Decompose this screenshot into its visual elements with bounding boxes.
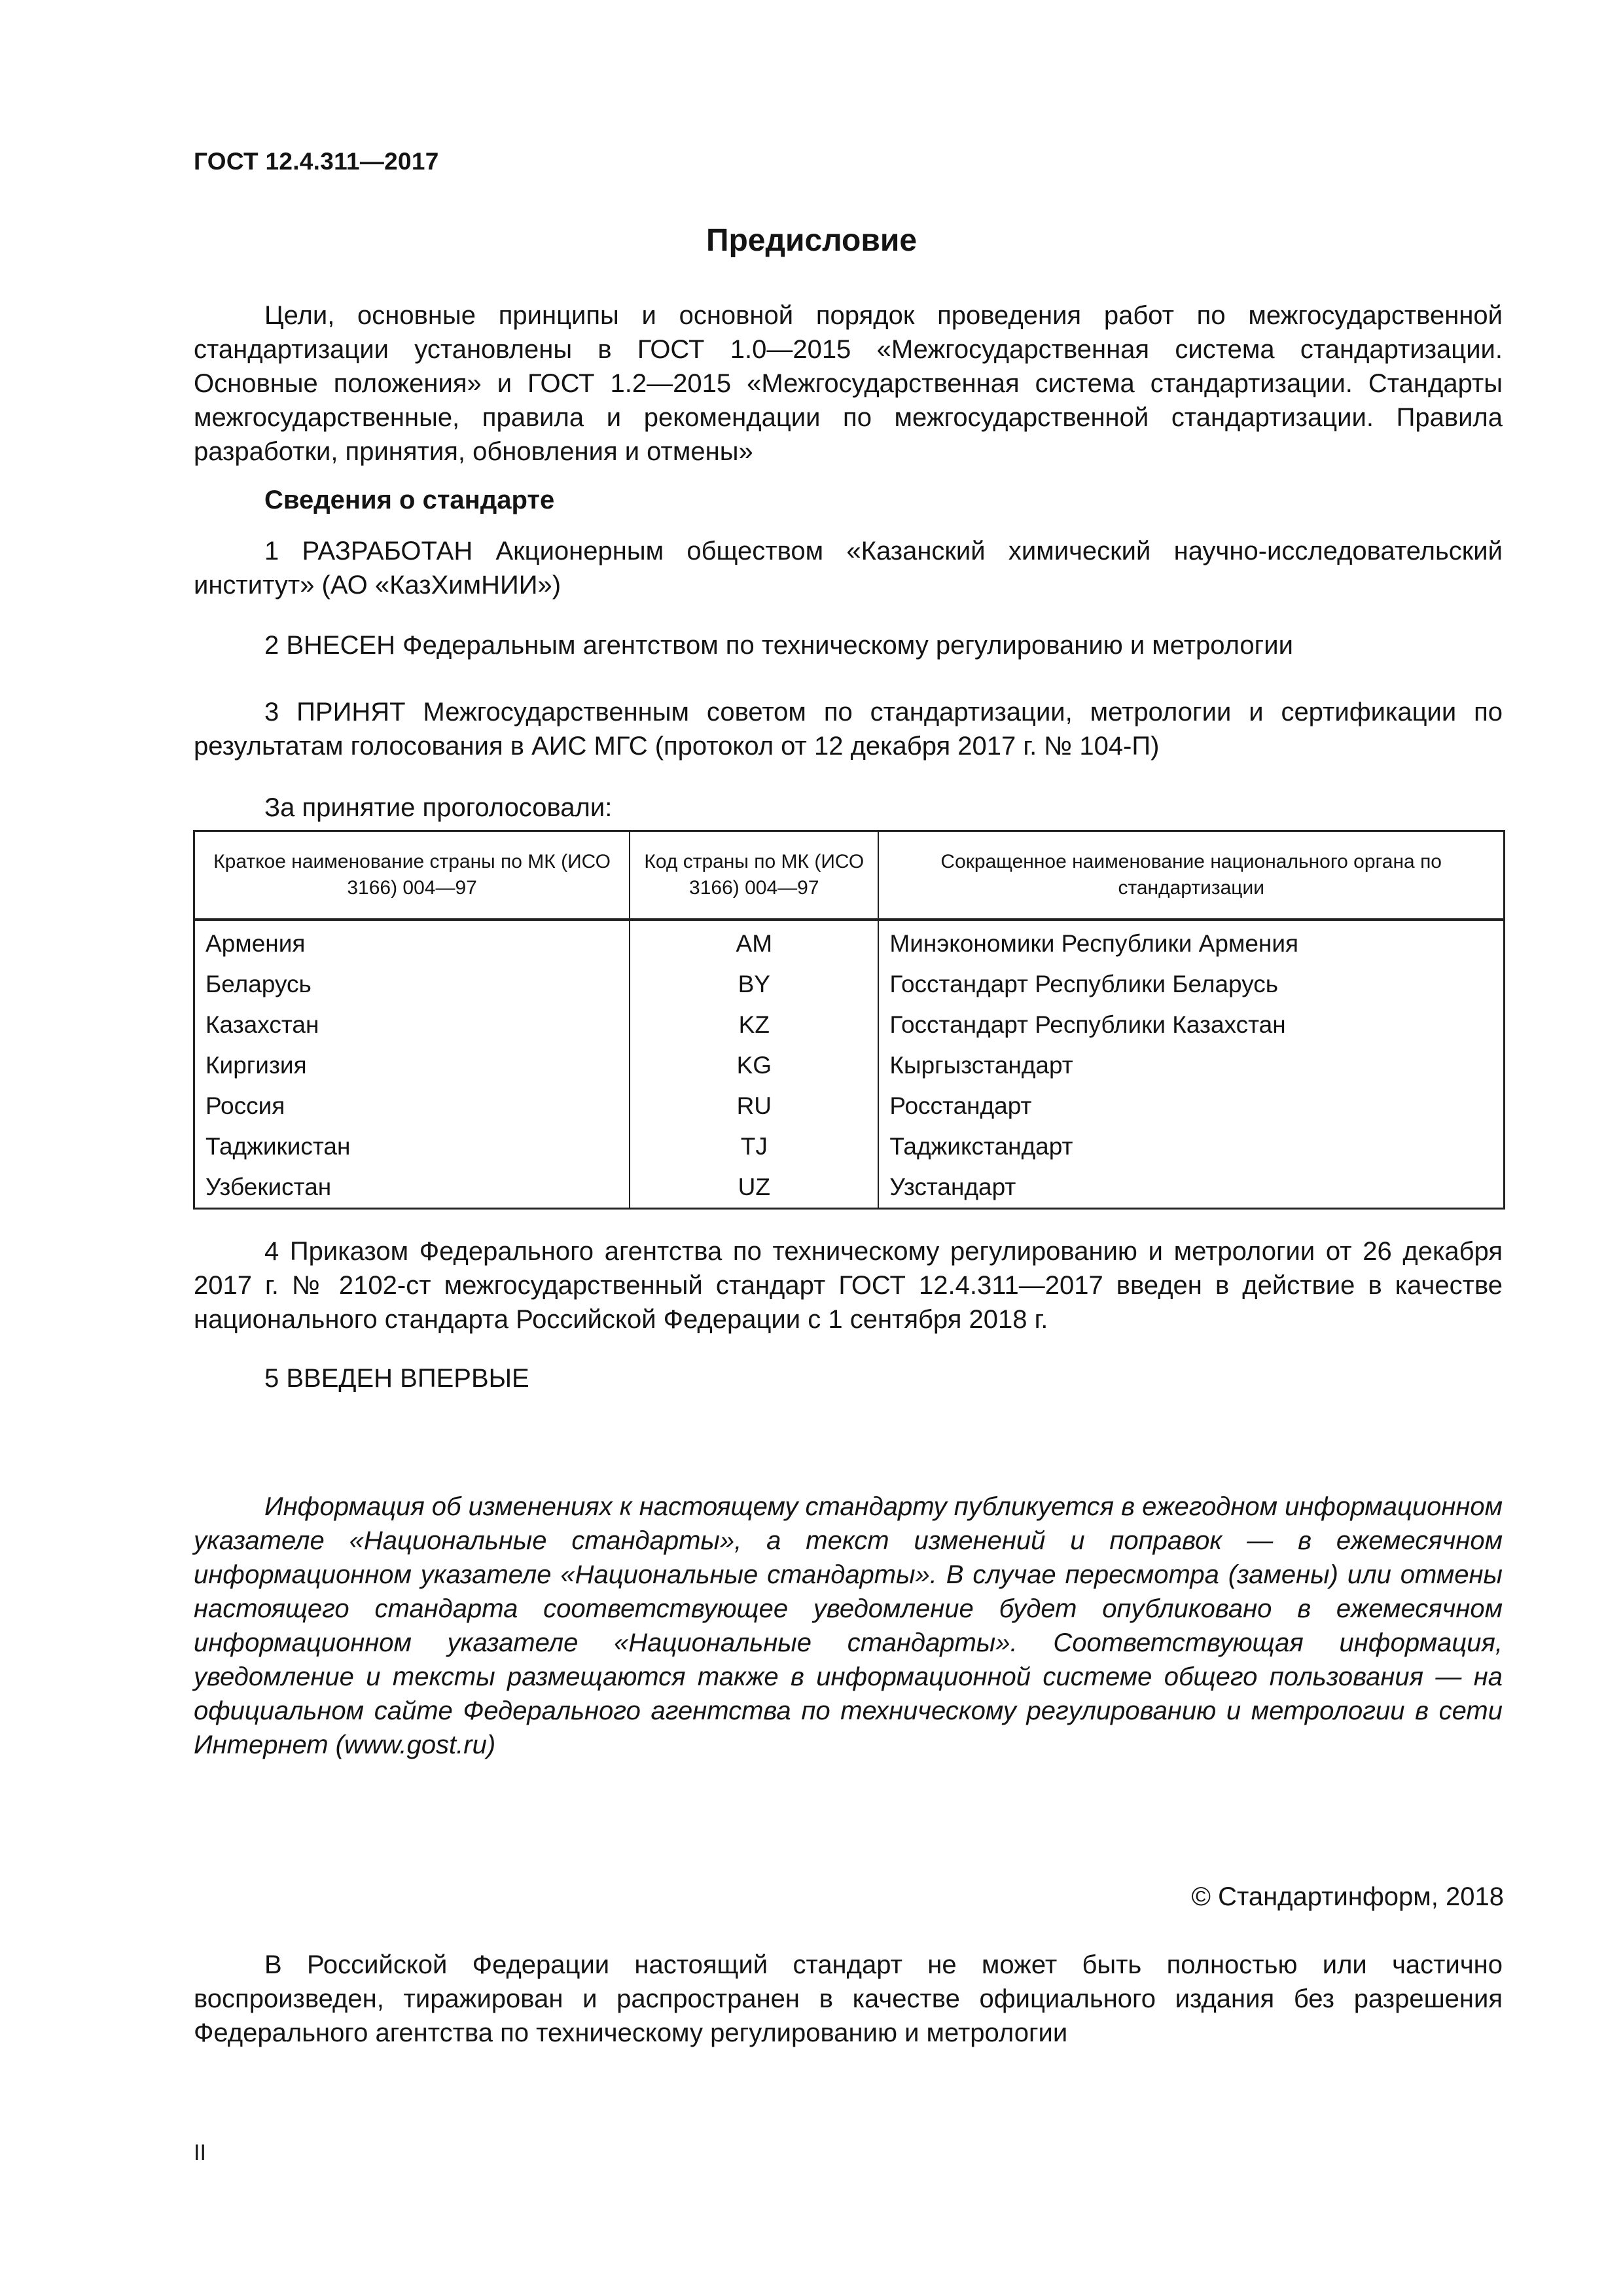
rights-notice-text: В Российской Федерации настоящий стандарт не может быть полностью или частично воспроизведен, тиражирован и распространен в качестве официального издания без разрешения Федерального агентства по техническому регулированию и метрологии	[194, 1950, 1503, 2047]
changes-info-text: Информация об изменениях к настоящему стандарту публикуется в ежегодном информационном указателе «Национальные стандарты», а текст изменений и поправок — в ежемесячном информационном указателе «Национальные стандарты». В случае пересмотра (замены) или отмены настоящего стандарта соответствующее уведомление будет опубликовано в ежемесячном информационном указателе «Национальные стандарты». Соответствующая информация, уведомление и тексты размещаются также в информационной системе общего пользования — на официальном сайте Федерального агентства по техническому регулированию и метрологии в сети Интернет (www.gost.ru)	[194, 1492, 1503, 1759]
table-header-country: Краткое наименование страны по МК (ИСО 3166) 004—97	[194, 831, 630, 920]
country-cell: Таджикистан	[194, 1126, 630, 1167]
code-cell: KG	[630, 1045, 878, 1086]
item-4	[194, 1234, 1503, 1336]
item-3-text: 3 ПРИНЯТ Межгосударственным советом по стандартизации, метрологии и сертификации по результатам голосования в АИС МГС (протокол от 12 декабря 2017 г. № 104-П)	[194, 698, 1503, 761]
country-cell: Киргизия	[194, 1045, 630, 1086]
page-number: II	[194, 2140, 206, 2165]
document-id: ГОСТ 12.4.311—2017	[194, 148, 439, 175]
country-cell: Россия	[194, 1086, 630, 1126]
table-row	[194, 964, 1505, 1005]
country-cell: Армения	[194, 920, 630, 964]
country-cell: Казахстан	[194, 1005, 630, 1045]
voting-table	[193, 830, 1505, 1210]
intro-paragraph	[194, 298, 1503, 469]
body-cell: Госстандарт Республики Беларусь	[878, 964, 1504, 1005]
item-4-text: 4 Приказом Федерального агентства по техническому регулированию и метрологии от 26 декабря 2017 г. № 2102-ст межгосударственный стандарт ГОСТ 12.4.311—2017 введен в действие в качестве национального стандарта Российской Федерации с 1 сентября 2018 г.	[194, 1237, 1503, 1334]
table-row	[194, 1045, 1505, 1086]
body-cell: Узстандарт	[878, 1167, 1504, 1209]
item-1	[194, 534, 1503, 602]
page-title: Предисловие	[705, 223, 918, 258]
table-header-body: Сокращенное наименование национального органа по стандартизации	[878, 831, 1504, 920]
table-header-row	[194, 831, 1505, 920]
changes-info	[194, 1490, 1503, 1762]
body-cell: Минэкономики Республики Армения	[878, 920, 1504, 964]
code-cell: TJ	[630, 1126, 878, 1167]
item-2: 2 ВНЕСЕН Федеральным агентством по техническому регулированию и метрологии	[264, 631, 1293, 660]
table-row	[194, 1126, 1505, 1167]
table-row	[194, 1167, 1505, 1209]
body-cell: Кыргызстандарт	[878, 1045, 1504, 1086]
item-3	[194, 695, 1503, 763]
table-row	[194, 1086, 1505, 1126]
country-cell: Беларусь	[194, 964, 630, 1005]
item-1-text: 1 РАЗРАБОТАН Акционерным обществом «Казанский химический научно-исследовательский институт» (АО «КазХимНИИ»)	[194, 537, 1503, 600]
vote-caption: За принятие проголосовали:	[264, 793, 613, 822]
intro-text: Цели, основные принципы и основной порядок проведения работ по межгосударственной стандартизации установлены в ГОСТ 1.0—2015 «Межгосударственная система стандартизации. Основные положения» и ГОСТ 1.2—2015 «Межгосударственная система стандартизации. Стандарты межгосударственные, правила и рекомендации по межгосударственной стандартизации. Правила разработки, принятия, обновления и отмены»	[194, 301, 1503, 466]
code-cell: KZ	[630, 1005, 878, 1045]
code-cell: UZ	[630, 1167, 878, 1209]
table-row	[194, 1005, 1505, 1045]
code-cell: AM	[630, 920, 878, 964]
body-cell: Росстандарт	[878, 1086, 1504, 1126]
copyright: © Стандартинформ, 2018	[1191, 1882, 1504, 1911]
body-cell: Таджикстандарт	[878, 1126, 1504, 1167]
table-header-code: Код страны по МК (ИСО 3166) 004—97	[630, 831, 878, 920]
code-cell: BY	[630, 964, 878, 1005]
rights-notice	[194, 1948, 1503, 2050]
country-cell: Узбекистан	[194, 1167, 630, 1209]
table-row	[194, 920, 1505, 964]
body-cell: Госстандарт Республики Казахстан	[878, 1005, 1504, 1045]
item-5: 5 ВВЕДЕН ВПЕРВЫЕ	[264, 1364, 529, 1393]
info-heading: Сведения о стандарте	[264, 486, 555, 514]
code-cell: RU	[630, 1086, 878, 1126]
